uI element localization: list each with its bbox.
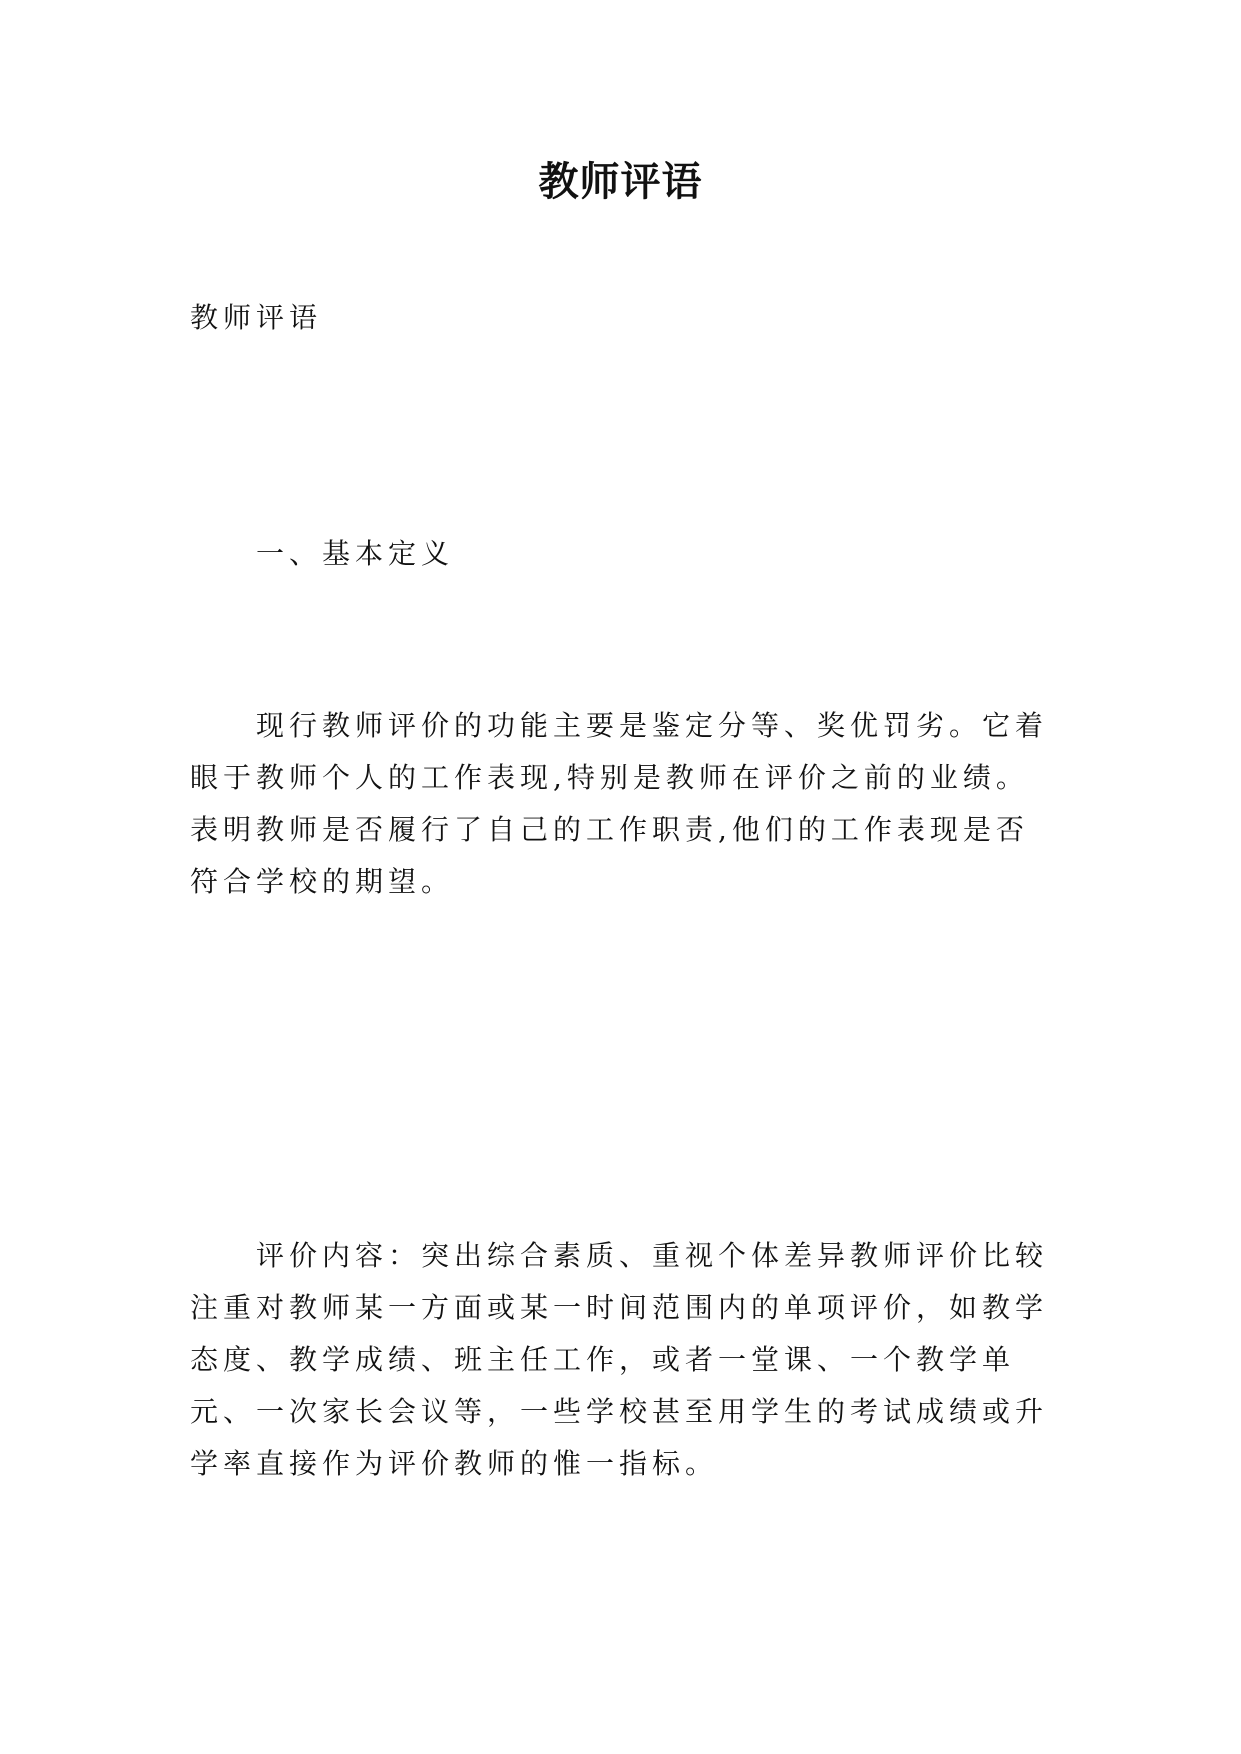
- document-title: 教师评语: [538, 159, 703, 205]
- section-heading: 一、基本定义: [256, 537, 455, 570]
- document-subtitle: 教师评语: [190, 301, 323, 334]
- paragraph-definition: 现行教师评价的功能主要是鉴定分等、奖优罚劣。它着眼于教师个人的工作表现,特别是教师在评价之前的业绩。表明教师是否履行了自己的工作职责,他们的工作表现是否符合学校的期望。: [190, 709, 1049, 898]
- paragraph-evaluation-content: 评价内容：突出综合素质、重视个体差异教师评价比较注重对教师某一方面或某一时间范围内的单项评价，如教学态度、教学成绩、班主任工作，或者一堂课、一个教学单元、一次家长会议等，一些学校甚至用学生的考试成绩或升学率直接作为评价教师的惟一指标。: [190, 1239, 1049, 1480]
